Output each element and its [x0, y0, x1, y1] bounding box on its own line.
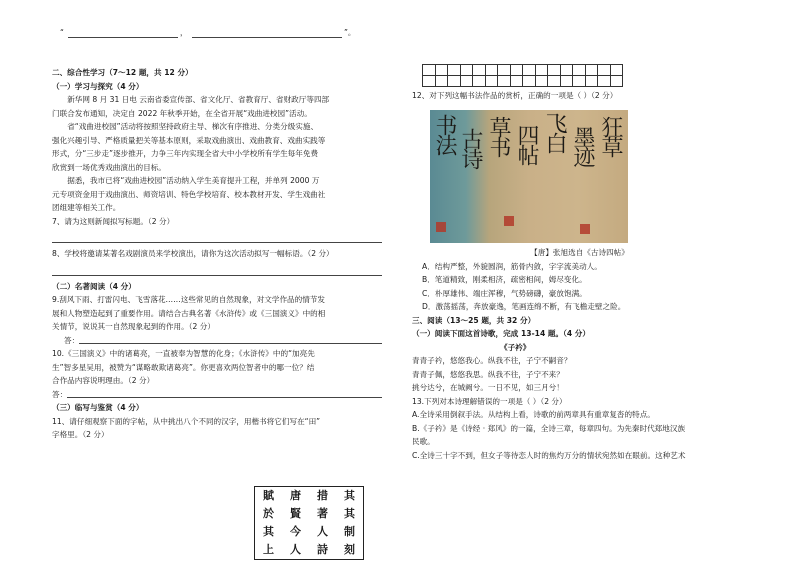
copybook-char: 其: [344, 507, 355, 520]
answer-line-q7[interactable]: [52, 230, 382, 243]
q13-option-b-cont: 民歌。: [412, 437, 435, 446]
answer-blank-q9[interactable]: [79, 334, 382, 344]
q12-option-d: D．激荡摇荡，奔放豪逸，笔画连绵不断，有飞檐走壁之险。: [422, 302, 626, 311]
question-12: 12、对下列这幅书法作品的赏析，正确的一项是（ ）（2 分）: [412, 91, 618, 100]
right-column: [412, 0, 747, 103]
subsection-calligraphy: （三）临写与鉴赏（4 分）: [52, 403, 144, 412]
subsection-poem: （一）阅读下面这首诗歌，完成 13-14 题。（4 分）: [412, 329, 590, 338]
top-blank-1[interactable]: [68, 28, 178, 38]
top-open-quote: “: [60, 28, 64, 37]
news-para-line: 省“戏曲进校园”活动将按照坚持政府主导、梯次有序推进、分类分级实施、: [67, 122, 319, 131]
question-13: 13.下列对本诗理解错误的一项是（ ）（2 分）: [412, 396, 567, 406]
question-11-line: 字格里。（2 分）: [52, 430, 109, 439]
calligraphy-painting-image: 书法 古诗 草书 四帖 飞白 墨迹 狂草: [430, 110, 628, 243]
poem-title: 《子衿》: [500, 342, 531, 352]
q12-option-c: C．朴厚雄伟、端庄浑穆，气势磅礴，豪放饱满。: [422, 288, 587, 298]
question-11-line: 11、请仔细观察下面的字帖，从中挑出八个不同的汉字，用楷书将它们写在“田”: [52, 416, 321, 426]
news-para-line: 欣赏到一场优秀戏曲演出的目标。: [52, 162, 166, 172]
question-10-line: 10.《三国演义》中的诸葛亮，一直被奉为智慧的化身；《水浒传》中的“加亮先: [52, 349, 315, 358]
right-column-lower: [412, 246, 747, 462]
news-para-line: 元专项资金用于戏曲演出、师资培训、特色学校培育、校本教材开发、学生戏曲社: [52, 189, 326, 199]
copybook-char: 人: [290, 543, 301, 556]
question-9-line: 关情节，说说其一自然现象起到的作用。（2 分）: [52, 322, 215, 331]
question-9-line: 展和人物塑造起到了重要作用。请结合古典名著《水浒传》或《三国演义》中的相: [52, 308, 326, 318]
question-10-line: 合作品内容说明理由。（2 分）: [52, 376, 155, 385]
question-7: 7、请为这则新闻拟写标题。（2 分）: [52, 216, 175, 226]
answer-blank-q10[interactable]: [67, 388, 382, 398]
subsection-classics: （二）名著阅读（4 分）: [52, 281, 136, 291]
question-10-line: 生”智多星吴用，被赞为“谋略敢欺诸葛亮”。你更喜欢两位智者中的哪一位？结: [52, 362, 315, 372]
copybook-char: 賦: [263, 489, 274, 502]
seal-stamp-icon: [436, 222, 446, 232]
calligraphy-copybook: [254, 486, 364, 560]
poem-line: 青青子衿，悠悠我心。纵我不往，子宁不嗣音？: [412, 356, 572, 365]
copybook-char: 於: [263, 507, 274, 520]
answer-label: 答：: [64, 335, 80, 345]
section2-title: 二、综合性学习（7～12 题，共 12 分）: [52, 68, 193, 77]
news-para-line: 据悉，我市已将“戏曲进校园”活动纳入学生美育提升工程，并单列 2000 万: [67, 176, 320, 185]
copybook-char: 其: [263, 525, 274, 538]
copybook-char: 人: [317, 525, 328, 538]
copybook-char: 唐: [290, 489, 301, 502]
news-para-line: 新华网 8 月 31 日电 云南省委宣传部、省文化厅、省教育厅、省财政厅等四部: [67, 95, 330, 104]
painting-caption: 【唐】张旭选自《古诗四帖》: [530, 248, 629, 257]
answer-row-q9: [52, 334, 382, 348]
seal-stamp-icon: [580, 224, 590, 234]
top-close-quote: ”。: [344, 28, 356, 37]
news-para-line: 门联合发布通知，决定自 2022 年秋季开始，在全省开展“戏曲进校园”活动。: [52, 108, 312, 118]
news-para-line: 团组建等相关工作。: [52, 203, 121, 212]
left-column: [52, 0, 382, 442]
q12-option-b: B．笔道精致，刚柔相济，疏密相间，姆尽变化。: [422, 275, 587, 284]
news-para-line: 形式，分“三步走”逐步推开，力争三年内实现全省大中小学校所有学生每年免费: [52, 149, 319, 158]
section3-title: 三、阅读（13～25 题，共 32 分）: [412, 315, 536, 325]
q13-option-c: C.全诗三十字不到，但女子等待恋人时的焦灼万分的情状宛然如在眼前。这种艺术: [412, 450, 686, 460]
news-para-line: 强化兴趣引导、严格质量把关等基本原则，采取戏曲演出、戏曲教育、戏曲实践等: [52, 135, 326, 145]
copybook-char: 今: [290, 525, 301, 538]
copybook-char: 刻: [344, 543, 355, 556]
copybook-char: 措: [317, 489, 328, 502]
top-answer-line: [52, 0, 382, 52]
q13-option-b: B.《子衿》是《诗经 · 郑风》的一篇，全诗三章，每章四句。为先秦时代郑地汉族: [412, 423, 686, 433]
copybook-char: 賢: [290, 507, 301, 520]
q13-option-a: A.全诗采用倒叙手法。从结构上看，诗歌的前两章具有重章复沓的特点。: [412, 410, 655, 419]
poem-line: 挑兮达兮，在城阙兮。一日不见，如三月兮！: [412, 383, 564, 392]
subsection-study: （一）学习与探究（4 分）: [52, 81, 144, 91]
copybook-char: 其: [344, 489, 355, 502]
copybook-char: 制: [344, 525, 355, 538]
poem-line: 青青子佩，悠悠我思。纵我不往，子宁不来？: [412, 369, 564, 379]
seal-stamp-icon: [504, 216, 514, 226]
copybook-char: 詩: [317, 543, 328, 556]
question-9-line: 9.刮风下雨、打雷闪电、飞雪落花……这些常见的自然现象，对文学作品的情节发: [52, 295, 326, 304]
top-blank-2[interactable]: [192, 28, 342, 38]
q12-option-a: A．结构严整，外貌圆润，筋骨内敛，字字流美动人。: [422, 261, 602, 271]
copybook-char: 著: [317, 507, 328, 520]
answer-label: 答：: [52, 389, 68, 399]
answer-line-q8[interactable]: [52, 263, 382, 276]
question-8: 8、学校将邀请某著名戏剧演员来学校演出，请你为这次活动拟写一幅标语。（2 分）: [52, 249, 334, 258]
answer-row-q10: [52, 388, 382, 402]
copybook-char: 上: [263, 543, 274, 556]
top-comma: ，: [180, 28, 188, 37]
